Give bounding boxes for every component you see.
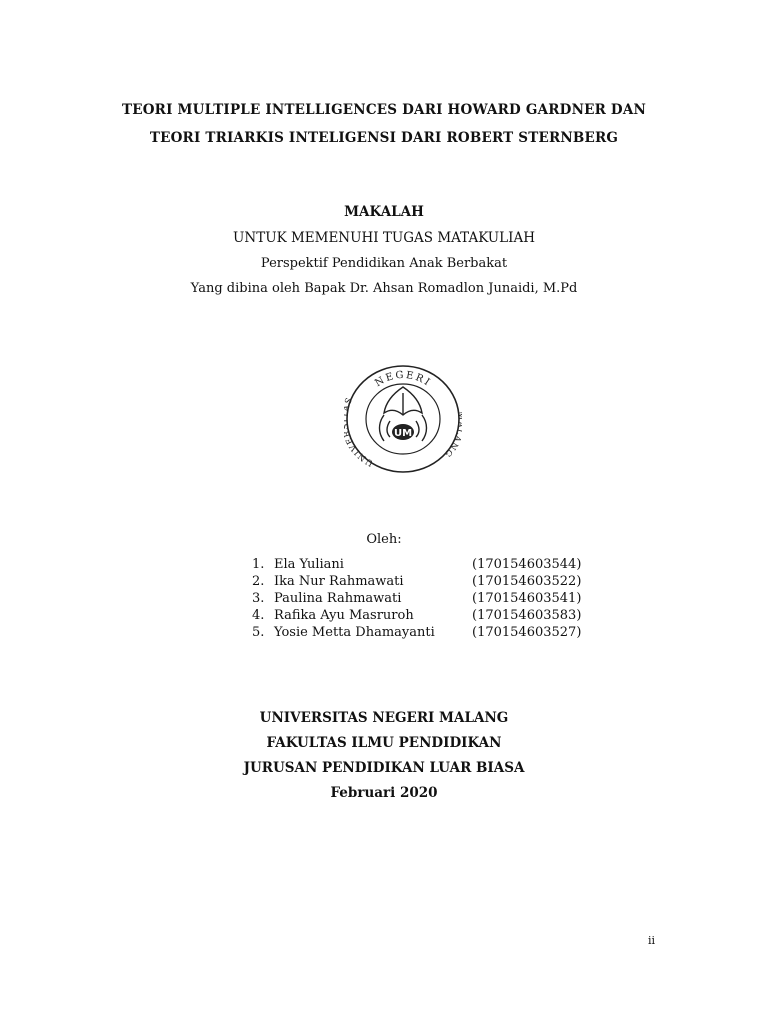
svg-text:UNIVERSITAS <box>344 396 375 468</box>
makalah-heading: MAKALAH <box>344 204 424 220</box>
list-item <box>252 624 592 641</box>
makalah-purpose: UNTUK MEMENUHI TUGAS MATAKULIAH <box>233 230 535 246</box>
member-list <box>252 556 592 641</box>
document-date: Februari 2020 <box>330 785 438 801</box>
member-number: 5. <box>252 625 265 640</box>
department-name: JURUSAN PENDIDIKAN LUAR BIASA <box>243 760 525 776</box>
member-name: Ika Nur Rahmawati <box>274 574 404 589</box>
list-item <box>252 590 592 607</box>
faculty-name: FAKULTAS ILMU PENDIDIKAN <box>266 735 502 751</box>
university-name: UNIVERSITAS NEGERI MALANG <box>259 710 509 726</box>
member-nim: (170154603527) <box>472 625 582 640</box>
member-nim: (170154603544) <box>472 557 582 572</box>
member-number: 1. <box>252 557 265 572</box>
authors-label: Oleh: <box>366 532 402 547</box>
member-number: 4. <box>252 608 265 623</box>
seal-right-text: ANG <box>441 433 462 459</box>
member-name: Paulina Rahmawati <box>274 591 402 606</box>
seal-left-text: UNIVE S <box>344 395 376 468</box>
seal-top-text: NEGERI <box>373 369 434 390</box>
member-nim: (170154603522) <box>472 574 582 589</box>
title-line-1: TEORI MULTIPLE INTELLIGENCES DARI HOWARD GARDNER DAN <box>121 102 647 118</box>
seal-monogram: UM <box>393 428 413 439</box>
title-line-2: TEORI TRIARKIS INTELIGENSI DARI ROBERT STERNBERG <box>149 130 619 146</box>
member-nim: (170154603541) <box>472 591 582 606</box>
list-item <box>252 607 592 624</box>
course-name: Perspektif Pendidikan Anak Berbakat <box>260 256 508 271</box>
member-name: Yosie Metta Dhamayanti <box>274 625 435 640</box>
lecturer-line: Yang dibina oleh Bapak Dr. Ahsan Romadlon Junaidi, M.Pd <box>190 281 578 296</box>
university-seal-icon <box>344 363 462 475</box>
list-item <box>252 573 592 590</box>
member-number: 3. <box>252 591 265 606</box>
list-item <box>252 556 592 573</box>
svg-text:MALANG <box>441 411 462 459</box>
member-name: Ela Yuliani <box>274 557 344 572</box>
member-number: 2. <box>252 574 265 589</box>
member-nim: (170154603583) <box>472 608 582 623</box>
page-number: ii <box>648 934 656 947</box>
member-name: Rafika Ayu Masruroh <box>274 608 414 623</box>
